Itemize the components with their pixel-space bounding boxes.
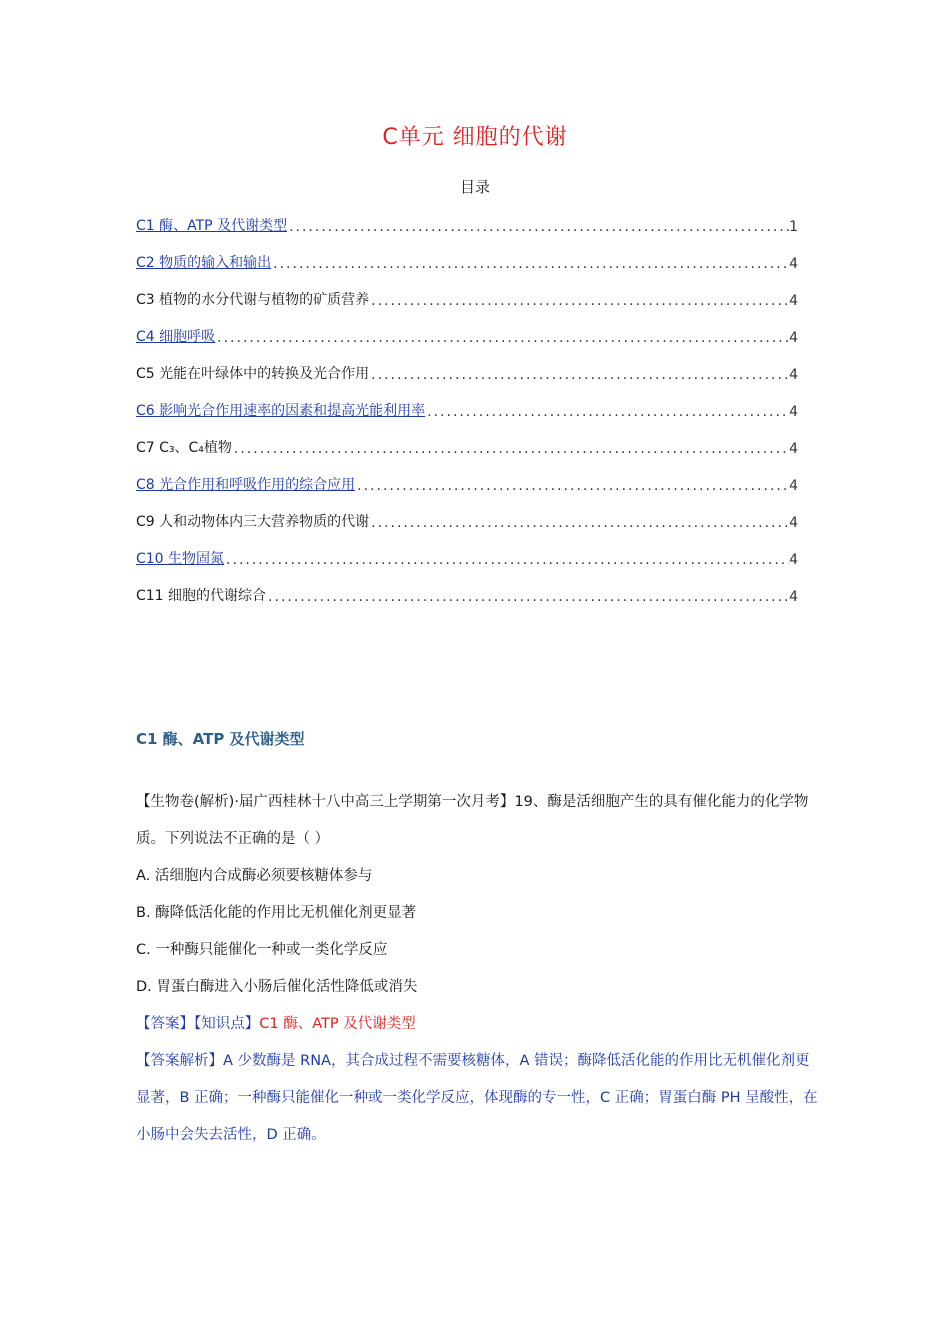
toc-entry-c2[interactable] (136, 235, 798, 272)
toc-entry-c6[interactable] (136, 383, 798, 420)
option-c: C. 一种酶只能催化一种或一类化学反应 (136, 942, 388, 958)
toc-leader (232, 441, 789, 457)
answer-prefix: 【答案】【知识点】 (136, 1016, 260, 1032)
toc-label: C5 光能在叶绿体中的转换及光合作用 (136, 366, 370, 382)
toc-page-number: 4 (789, 552, 798, 568)
answer-options (136, 858, 820, 1006)
toc-page-number: 4 (789, 367, 798, 383)
section-heading: C1 酶、ATP 及代谢类型 (136, 730, 305, 748)
answer-line (136, 1006, 416, 1043)
option-d: D. 胃蛋白酶进入小肠后催化活性降低或消失 (136, 979, 418, 995)
toc-page-number: 4 (789, 589, 798, 605)
toc-leader (369, 515, 789, 531)
toc-label: C3 植物的水分代谢与植物的矿质营养 (136, 292, 370, 308)
toc-label: C7 C₃、C₄植物 (136, 440, 232, 456)
toc-page-number: 4 (789, 330, 798, 346)
toc-entry-c7 (136, 420, 798, 457)
toc-label[interactable]: C2 物质的输入和输出 (136, 255, 272, 271)
option-b: B. 酶降低活化能的作用比无机催化剂更显著 (136, 905, 417, 921)
toc-entry-c9 (136, 494, 798, 531)
answer-explanation: 【答案解析】A 少数酶是 RNA，其合成过程不需要核糖体，A 错误；酶降低活化能的作用比无机催化剂更显著，B 正确；一种酶只能催化一种或一类化学反应，体现酶的专一性，C 正确；胃蛋白酶 PH 呈酸性，在小肠中会失去活性，D 正确。 (136, 1053, 818, 1143)
toc-label: C11 细胞的代谢综合 (136, 588, 267, 604)
toc-leader (224, 552, 789, 568)
toc-leader (287, 219, 789, 235)
toc-leader (215, 330, 789, 346)
toc-label: C9 人和动物体内三大营养物质的代谢 (136, 514, 370, 530)
toc-leader (271, 256, 789, 272)
toc-entry-c8[interactable] (136, 457, 798, 494)
toc-label[interactable]: C1 酶、ATP 及代谢类型 (136, 218, 288, 234)
toc-entry-c3 (136, 272, 798, 309)
toc-label[interactable]: C6 影响光合作用速率的因素和提高光能利用率 (136, 403, 426, 419)
toc-page-number: 4 (789, 404, 798, 420)
table-of-contents (136, 198, 798, 605)
toc-label[interactable]: C4 细胞呼吸 (136, 329, 216, 345)
question-text: 【生物卷(解析)·届广西桂林十八中高三上学期第一次月考】19、酶是活细胞产生的具有催化能力的化学物质。下列说法不正确的是（ ） (136, 794, 809, 847)
toc-page-number: 4 (789, 515, 798, 531)
toc-page-number: 4 (789, 293, 798, 309)
toc-heading: 目录 (459, 178, 490, 196)
toc-entry-c5 (136, 346, 798, 383)
toc-leader (266, 589, 789, 605)
toc-entry-c11 (136, 568, 798, 605)
toc-entry-c1[interactable] (136, 198, 798, 235)
toc-leader (369, 293, 789, 309)
toc-page-number: 4 (789, 478, 798, 494)
toc-page-number: 4 (789, 256, 798, 272)
page-title: C单元 细胞的代谢 (382, 125, 568, 150)
toc-page-number: 1 (789, 219, 798, 235)
toc-page-number: 4 (789, 441, 798, 457)
toc-leader (425, 404, 789, 420)
toc-entry-c4[interactable] (136, 309, 798, 346)
toc-leader (355, 478, 789, 494)
knowledge-point: C1 酶、ATP 及代谢类型 (259, 1016, 416, 1032)
option-a: A. 活细胞内合成酶必须要核糖体参与 (136, 868, 373, 884)
toc-entry-c10[interactable] (136, 531, 798, 568)
toc-label[interactable]: C8 光合作用和呼吸作用的综合应用 (136, 477, 356, 493)
toc-label[interactable]: C10 生物固氮 (136, 551, 225, 567)
toc-leader (369, 367, 789, 383)
